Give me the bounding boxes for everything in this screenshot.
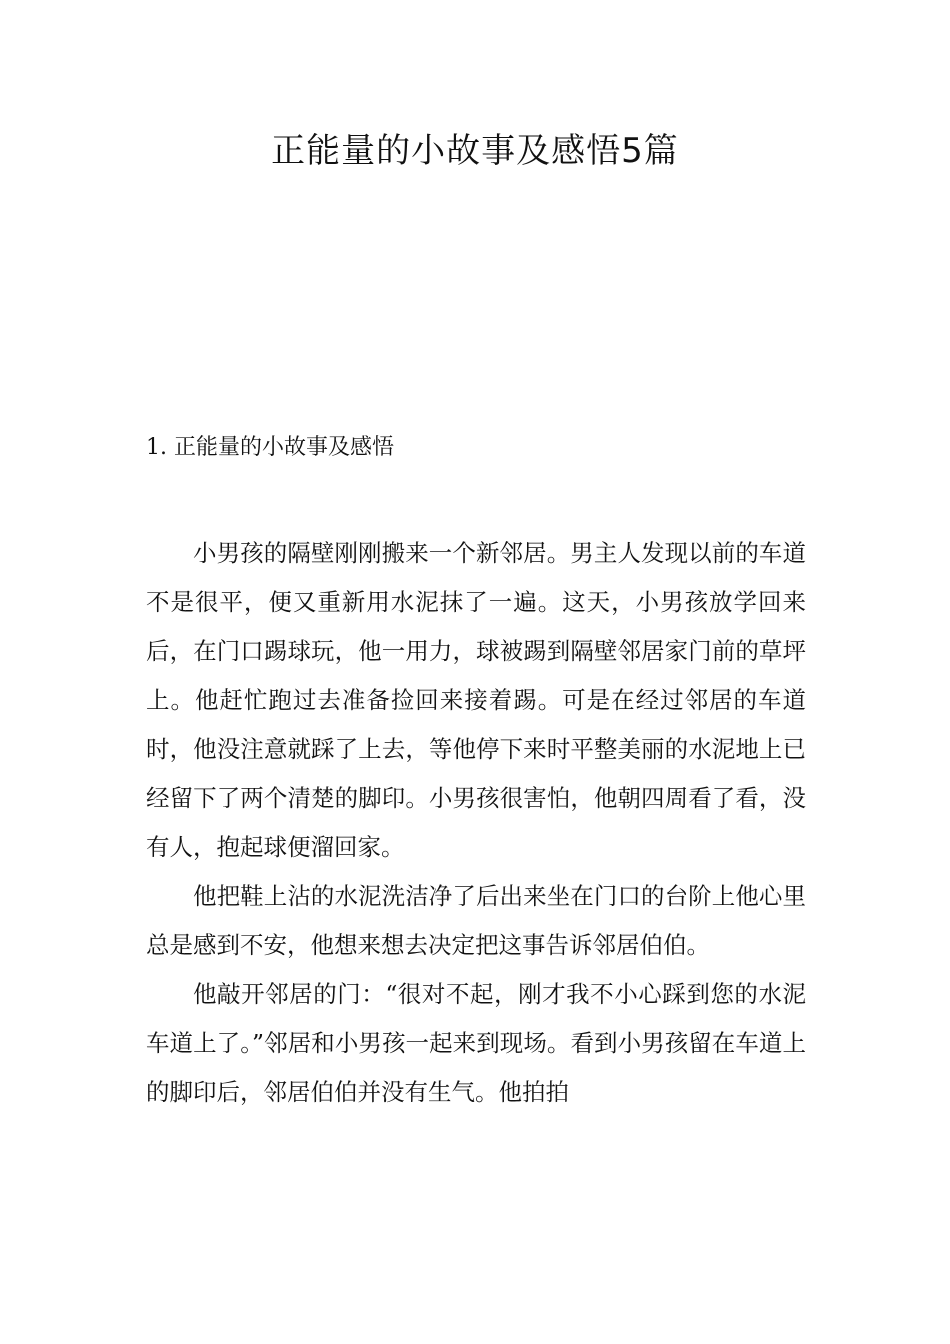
section-heading: 1. 正能量的小故事及感悟 <box>146 435 394 460</box>
story-body <box>146 529 806 1117</box>
paragraph: 小男孩的隔壁刚刚搬来一个新邻居。男主人发现以前的车道不是很平，便又重新用水泥抹了一遍。这天，小男孩放学回来后，在门口踢球玩，他一用力，球被踢到隔壁邻居家门前的草坪上。他赶忙跑过去准备捡回来接着踢。可是在经过邻居的车道时，他没注意就踩了上去，等他停下来时平整美丽的水泥地上已经留下了两个清楚的脚印。小男孩很害怕，他朝四周看了看，没有人，抱起球便溜回家。 <box>146 539 806 861</box>
paragraph: 他敲开邻居的门：“很对不起，刚才我不小心踩到您的水泥车道上了。”邻居和小男孩一起来到现场。看到小男孩留在车道上的脚印后，邻居伯伯并没有生气。他拍拍 <box>146 980 806 1106</box>
paragraph: 他把鞋上沾的水泥洗洁净了后出来坐在门口的台阶上他心里总是感到不安，他想来想去决定把这事告诉邻居伯伯。 <box>146 882 806 959</box>
document-title: 正能量的小故事及感悟5篇 <box>271 131 679 171</box>
